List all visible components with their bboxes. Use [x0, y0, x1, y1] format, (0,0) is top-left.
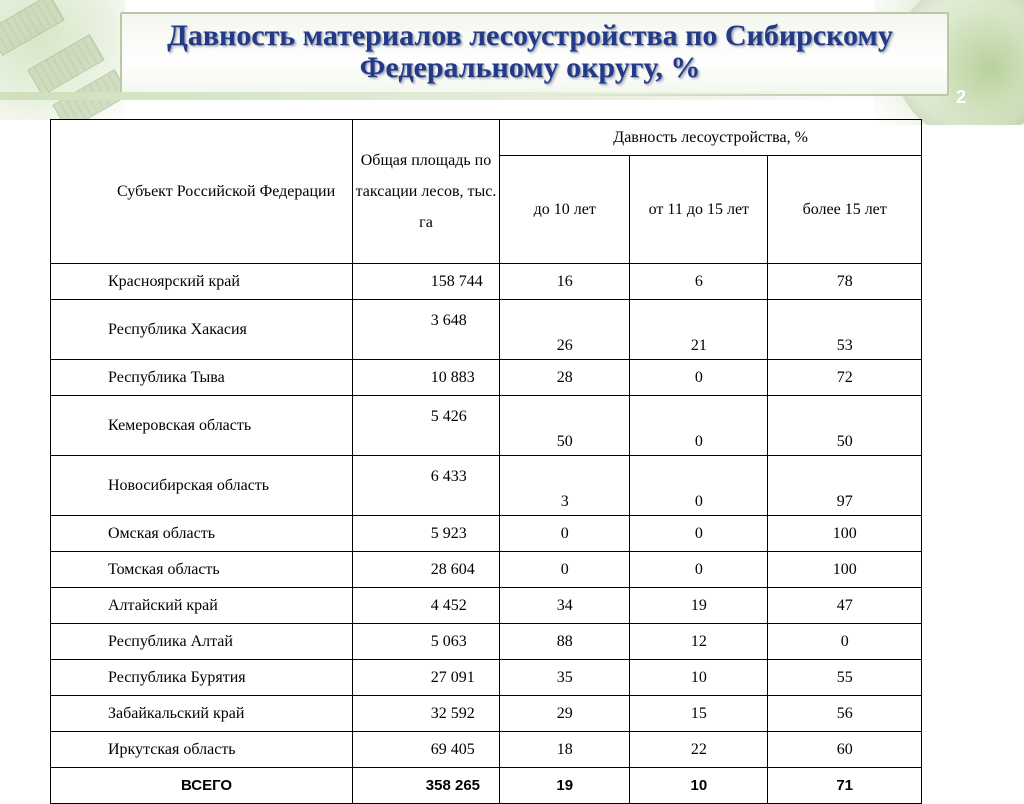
row-11-to-15: 0 [630, 396, 768, 456]
row-area: 3 648 [352, 300, 499, 360]
table-row [51, 732, 922, 768]
row-subject: Республика Тыва [51, 360, 353, 396]
row-up-to-10: 3 [500, 456, 630, 516]
row-subject: Забайкальский край [51, 696, 353, 732]
row-up-to-10: 26 [500, 300, 630, 360]
row-subject: Омская область [51, 516, 353, 552]
total-label: ВСЕГО [51, 768, 353, 804]
satellite-decoration [0, 0, 125, 120]
row-11-to-15: 22 [630, 732, 768, 768]
row-over-15: 60 [768, 732, 922, 768]
table-row [51, 360, 922, 396]
row-area: 158 744 [352, 264, 499, 300]
row-up-to-10: 16 [500, 264, 630, 300]
row-over-15: 97 [768, 456, 922, 516]
header-age-group: Давность лесоустройства, % [500, 120, 922, 156]
table-row [51, 264, 922, 300]
row-11-to-15: 0 [630, 456, 768, 516]
header-row [51, 120, 922, 156]
row-up-to-10: 50 [500, 396, 630, 456]
row-subject: Республика Алтай [51, 624, 353, 660]
row-over-15: 78 [768, 264, 922, 300]
table-row [51, 300, 922, 360]
forest-inventory-table [50, 119, 922, 804]
row-11-to-15: 0 [630, 516, 768, 552]
table-row [51, 588, 922, 624]
row-area: 27 091 [352, 660, 499, 696]
row-11-to-15: 6 [630, 264, 768, 300]
row-over-15: 53 [768, 300, 922, 360]
row-over-15: 56 [768, 696, 922, 732]
row-subject: Иркутская область [51, 732, 353, 768]
row-area: 32 592 [352, 696, 499, 732]
table-row [51, 660, 922, 696]
row-area: 5 063 [352, 624, 499, 660]
row-up-to-10: 88 [500, 624, 630, 660]
row-11-to-15: 10 [630, 660, 768, 696]
total-over-15: 71 [768, 768, 922, 804]
row-area: 69 405 [352, 732, 499, 768]
row-subject: Алтайский край [51, 588, 353, 624]
table-row [51, 396, 922, 456]
row-area: 10 883 [352, 360, 499, 396]
row-up-to-10: 34 [500, 588, 630, 624]
row-over-15: 0 [768, 624, 922, 660]
row-11-to-15: 12 [630, 624, 768, 660]
header-subject: Субъект Российской Федерации [51, 120, 353, 264]
row-over-15: 100 [768, 516, 922, 552]
header-over-15: более 15 лет [768, 156, 922, 264]
row-subject: Республика Бурятия [51, 660, 353, 696]
table-row [51, 456, 922, 516]
total-11-to-15: 10 [630, 768, 768, 804]
slide-title: Давность материалов лесоустройства по Сибирскому Федеральному округу, % [167, 19, 893, 84]
total-up-to-10: 19 [500, 768, 630, 804]
row-up-to-10: 0 [500, 552, 630, 588]
table-row [51, 624, 922, 660]
total-area: 358 265 [352, 768, 499, 804]
row-over-15: 47 [768, 588, 922, 624]
row-11-to-15: 21 [630, 300, 768, 360]
row-over-15: 100 [768, 552, 922, 588]
total-row [51, 768, 922, 804]
row-over-15: 72 [768, 360, 922, 396]
row-11-to-15: 0 [630, 360, 768, 396]
header-11-to-15: от 11 до 15 лет [630, 156, 768, 264]
row-subject: Новосибирская область [51, 456, 353, 516]
row-11-to-15: 15 [630, 696, 768, 732]
table-row [51, 696, 922, 732]
page-number: 2 [955, 87, 966, 107]
header-area: Общая площадь по таксации лесов, тыс. га [352, 120, 499, 264]
header-up-to-10: до 10 лет [500, 156, 630, 264]
table-row [51, 516, 922, 552]
row-up-to-10: 29 [500, 696, 630, 732]
row-area: 5 426 [352, 396, 499, 456]
row-over-15: 55 [768, 660, 922, 696]
row-up-to-10: 18 [500, 732, 630, 768]
row-over-15: 50 [768, 396, 922, 456]
table-row [51, 552, 922, 588]
row-up-to-10: 0 [500, 516, 630, 552]
satellite-panel-icon [0, 0, 65, 56]
row-subject: Кемеровская область [51, 396, 353, 456]
row-11-to-15: 0 [630, 552, 768, 588]
row-area: 6 433 [352, 456, 499, 516]
header-divider [0, 92, 900, 100]
row-subject: Томская область [51, 552, 353, 588]
row-area: 4 452 [352, 588, 499, 624]
row-subject: Республика Хакасия [51, 300, 353, 360]
row-up-to-10: 35 [500, 660, 630, 696]
row-area: 28 604 [352, 552, 499, 588]
row-subject: Красноярский край [51, 264, 353, 300]
row-area: 5 923 [352, 516, 499, 552]
row-up-to-10: 28 [500, 360, 630, 396]
row-11-to-15: 19 [630, 588, 768, 624]
